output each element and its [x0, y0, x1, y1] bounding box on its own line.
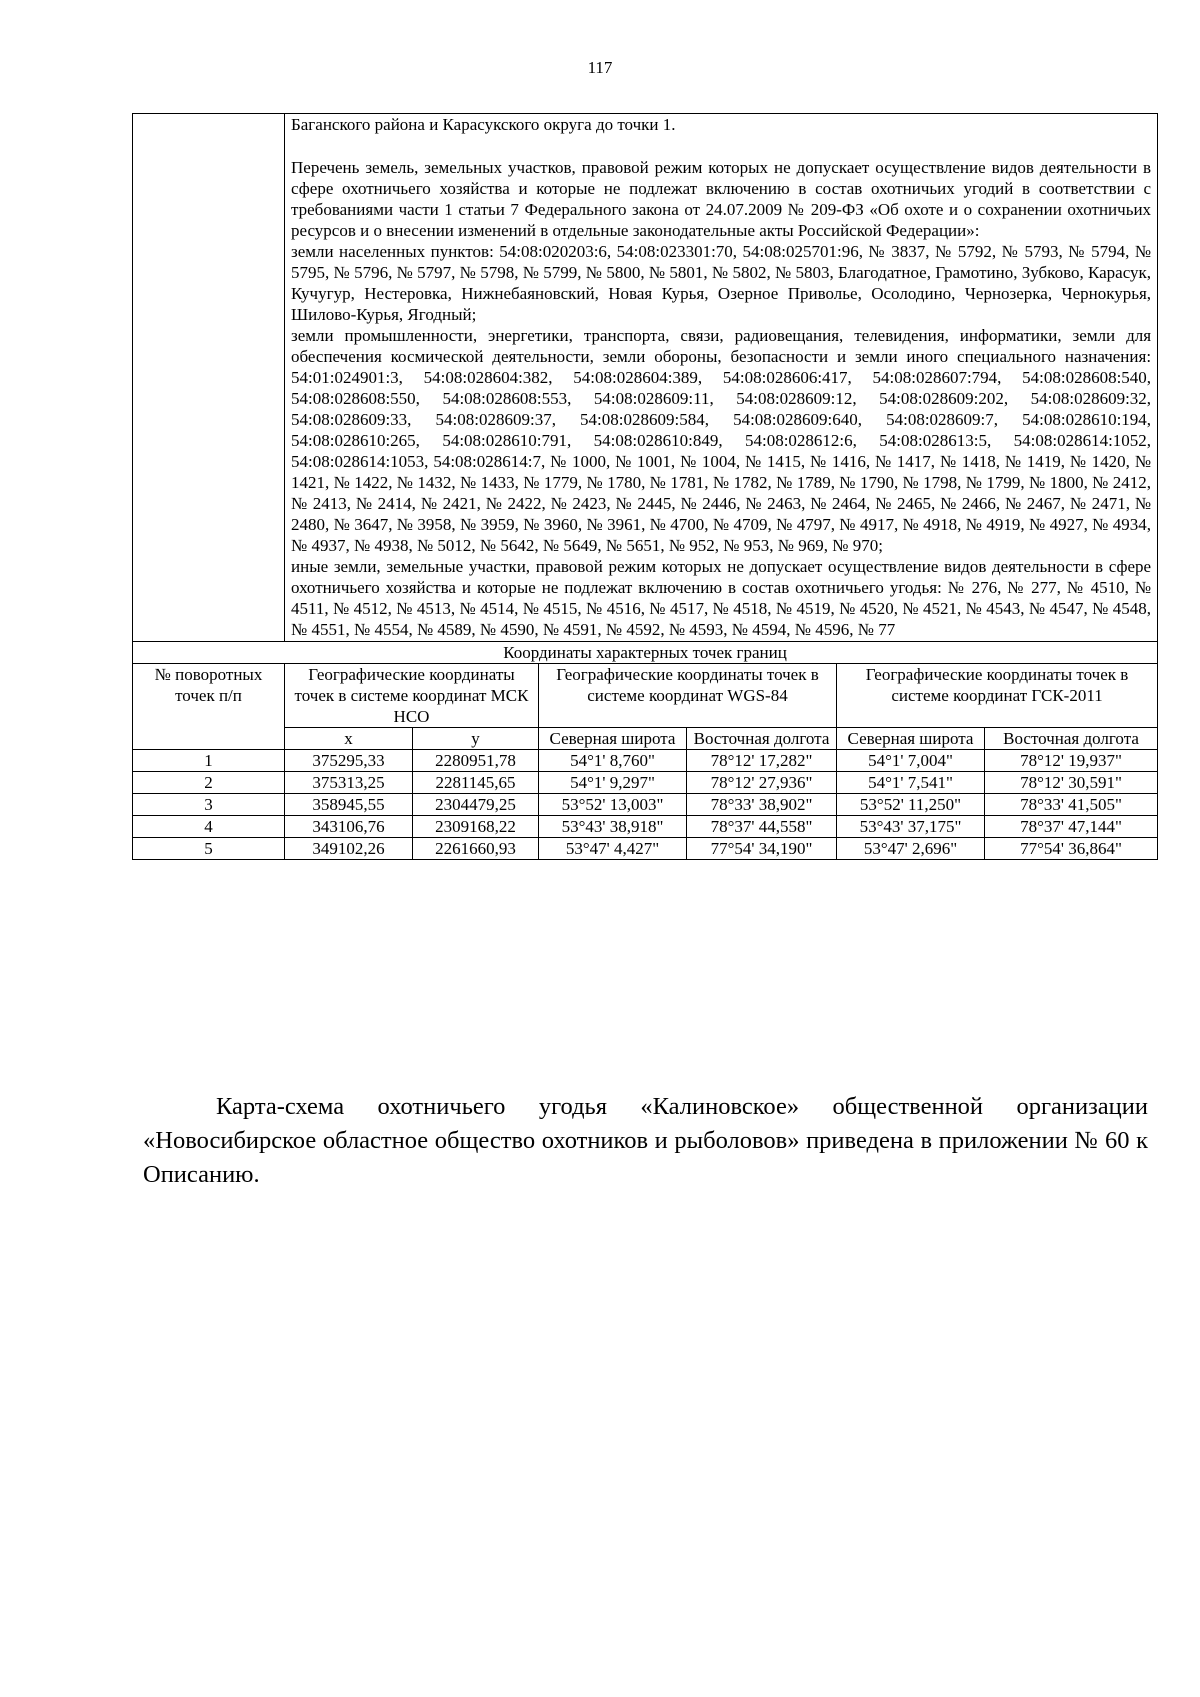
cell-y: 2280951,78 [413, 750, 539, 772]
subheader-wgs-north: Северная широта [539, 728, 687, 750]
cell-y: 2304479,25 [413, 794, 539, 816]
cell-point: 3 [133, 794, 285, 816]
cell-point: 5 [133, 838, 285, 860]
cell-wgs-east: 78°12' 27,936" [687, 772, 837, 794]
header-point-number: № поворотных точек п/п [133, 664, 285, 750]
subheader-gsk-north: Северная широта [837, 728, 985, 750]
cell-wgs-north: 53°52' 13,003" [539, 794, 687, 816]
cell-gsk-north: 53°47' 2,696" [837, 838, 985, 860]
cell-gsk-east: 78°37' 47,144" [985, 816, 1158, 838]
cell-wgs-east: 78°12' 17,282" [687, 750, 837, 772]
table-row [133, 772, 1158, 794]
cell-gsk-north: 53°43' 37,175" [837, 816, 985, 838]
cell-wgs-east: 77°54' 34,190" [687, 838, 837, 860]
cell-wgs-east: 78°33' 38,902" [687, 794, 837, 816]
coords-header-row [133, 664, 1158, 728]
description-heading: Перечень земель, земельных участков, правовой режим которых не допускает осуществление видов деятельности в сфере охотничьего хозяйства и которые не подлежат включению в состав охотничьих угодий в соответствии с требованиями части 1 статьи 7 Федерального закона от 24.07.2009 № 209-ФЗ «Об охоте и о сохранении охотничьих ресурсов и о внесении изменений в отдельные законодательные акты Российской Федерации»: [291, 158, 1152, 240]
table-row [133, 838, 1158, 860]
cell-gsk-north: 53°52' 11,250" [837, 794, 985, 816]
cell-wgs-north: 53°47' 4,427" [539, 838, 687, 860]
cell-x: 349102,26 [285, 838, 413, 860]
page-number: 117 [587, 58, 613, 77]
table-row [133, 816, 1158, 838]
cell-y: 2281145,65 [413, 772, 539, 794]
subheader-x: x [285, 728, 413, 750]
header-gsk2011: Географические координаты точек в системе координат ГСК-2011 [837, 664, 1158, 728]
description-intro: Баганского района и Карасукского округа до точки 1. [291, 115, 676, 134]
subheader-gsk-east: Восточная долгота [985, 728, 1158, 750]
coords-title-row [133, 642, 1158, 664]
cell-x: 375313,25 [285, 772, 413, 794]
description-empty-cell [133, 114, 285, 642]
cell-gsk-east: 78°12' 30,591" [985, 772, 1158, 794]
description-other: иные земли, земельные участки, правовой режим которых не допускает осуществление видов деятельности в сфере охотничьего хозяйства и которые не подлежат включению в состав охотничьего угодья: № 276, № 277, № 4510, № 4511, № 4512, № 4513, № 4514, № 4515, № 4516, № 4517, № 4518, № 4519, № 4520, № 4521, № 4543, № 4547, № 4548, № 4551, № 4554, № 4589, № 4590, № 4591, № 4592, № 4593, № 4594, № 4596, № 77 [291, 557, 1152, 639]
closing-paragraph: Карта-схема охотничьего угодья «Калиновское» общественной организации «Новосибирское областное общество охотников и рыболовов» приведена в приложении № 60 к Описанию. [143, 1093, 1148, 1188]
cell-x: 375295,33 [285, 750, 413, 772]
cell-x: 343106,76 [285, 816, 413, 838]
cell-gsk-east: 78°33' 41,505" [985, 794, 1158, 816]
description-cell [285, 114, 1158, 642]
cell-wgs-north: 54°1' 9,297" [539, 772, 687, 794]
subheader-wgs-east: Восточная долгота [687, 728, 837, 750]
description-and-coordinates-table [132, 113, 1158, 860]
cell-x: 358945,55 [285, 794, 413, 816]
subheader-y: y [413, 728, 539, 750]
table-row [133, 750, 1158, 772]
cell-wgs-north: 53°43' 38,918" [539, 816, 687, 838]
cell-wgs-north: 54°1' 8,760" [539, 750, 687, 772]
cell-wgs-east: 78°37' 44,558" [687, 816, 837, 838]
coords-table-title: Координаты характерных точек границ [133, 642, 1158, 664]
cell-point: 2 [133, 772, 285, 794]
header-wgs84: Географические координаты точек в системе координат WGS-84 [539, 664, 837, 728]
description-industry: земли промышленности, энергетики, транспорта, связи, радиовещания, телевидения, информатики, земли для обеспечения космической деятельности, земли обороны, безопасности и земли иного специального назначения: 54:01:024901:3, 54:08:028604:382, 54:08:028604:389, 54:08:028606:417, 54:08:028607:794, 54:08:028608:540, 54:08:028608:550, 54:08:028608:553, 54:08:028609:11, 54:08:028609:12, 54:08:028609:202, 54:08:028609:32, 54:08:028609:33, 54:08:028609:37, 54:08:028609:584, 54:08:028609:640, 54:08:028609:7, 54:08:028610:194, 54:08:028610:265, 54:08:028610:791, 54:08:028610:849, 54:08:028612:6, 54:08:028613:5, 54:08:028614:1052, 54:08:028614:1053, 54:08:028614:7, № 1000, № 1001, № 1004, № 1415, № 1416, № 1417, № 1418, № 1419, № 1420, № 1421, № 1422, № 1432, № 1433, № 1779, № 1780, № 1781, № 1782, № 1789, № 1790, № 1798, № 1799, № 1800, № 2412, № 2413, № 2414, № 2421, № 2422, № 2423, № 2445, № 2446, № 2463, № 2464, № 2465, № 2466, № 2467, № 2471, № 2480, № 3647, № 3958, № 3959, № 3960, № 3961, № 4700, № 4709, № 4797, № 4917, № 4918, № 4919, № 4927, № 4934, № 4937, № 4938, № 5012, № 5642, № 5649, № 5651, № 952, № 953, № 969, № 970; [291, 326, 1152, 555]
description-row [133, 114, 1158, 642]
cell-y: 2261660,93 [413, 838, 539, 860]
cell-point: 1 [133, 750, 285, 772]
description-settlements: земли населенных пунктов: 54:08:020203:6, 54:08:023301:70, 54:08:025701:96, № 3837, № 5792, № 5793, № 5794, № 5795, № 5796, № 5797, № 5798, № 5799, № 5800, № 5801, № 5802, № 5803, Благодатное, Грамотино, Зубково, Карасук, Кучугур, Нестеровка, Нижнебаяновский, Новая Курья, Озерное Приволье, Осолодино, Чернозерка, Чернокурья, Шилово-Курья, Ягодный; [291, 242, 1152, 324]
cell-gsk-east: 78°12' 19,937" [985, 750, 1158, 772]
cell-gsk-north: 54°1' 7,004" [837, 750, 985, 772]
cell-gsk-east: 77°54' 36,864" [985, 838, 1158, 860]
header-msk-nso: Географические координаты точек в системе координат МСК НСО [285, 664, 539, 728]
cell-gsk-north: 54°1' 7,541" [837, 772, 985, 794]
cell-point: 4 [133, 816, 285, 838]
table-row [133, 794, 1158, 816]
coords-subheader-row [133, 728, 1158, 750]
cell-y: 2309168,22 [413, 816, 539, 838]
